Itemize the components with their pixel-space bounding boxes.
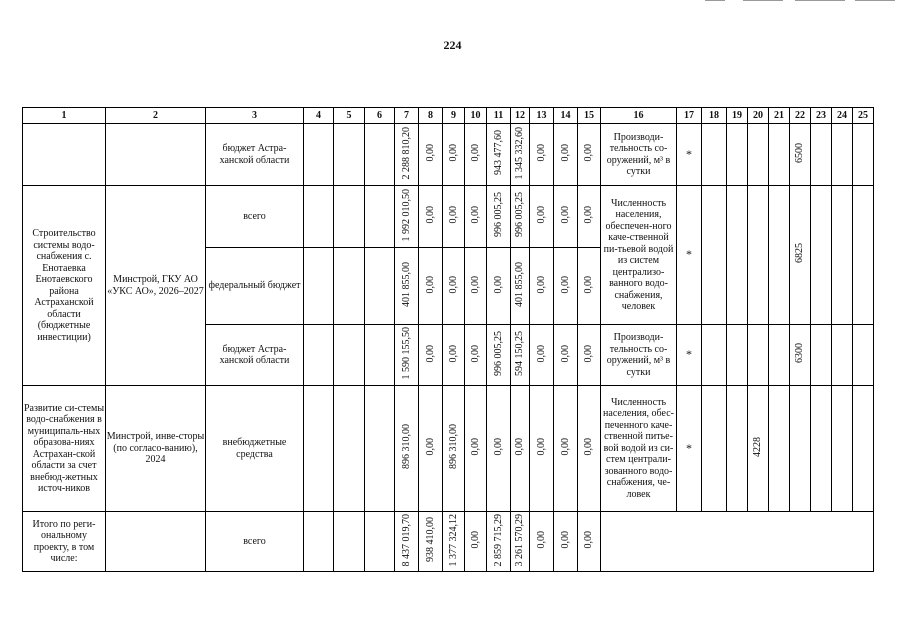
cell-empty bbox=[832, 186, 853, 325]
amount-cell bbox=[554, 186, 578, 248]
amount-cell bbox=[578, 386, 601, 512]
amount-cell bbox=[443, 248, 465, 325]
cell-empty bbox=[727, 186, 748, 325]
amount-cell bbox=[419, 512, 443, 572]
cell-empty bbox=[334, 186, 365, 248]
top-edge-marks bbox=[705, 0, 905, 3]
cell-empty bbox=[334, 325, 365, 386]
amount-text: 0,00 bbox=[583, 531, 595, 549]
amount-cell bbox=[578, 186, 601, 248]
amount-text: 0,00 bbox=[469, 531, 481, 549]
amount-cell bbox=[511, 386, 530, 512]
amount-text: 0,00 bbox=[469, 344, 481, 362]
cell-empty bbox=[790, 386, 811, 512]
amount-text: 8 437 019,70 bbox=[400, 513, 412, 566]
cell-empty bbox=[832, 124, 853, 186]
header-cell: 25 bbox=[853, 108, 874, 124]
amount-cell bbox=[465, 186, 487, 248]
cell-empty bbox=[853, 386, 874, 512]
cell-empty bbox=[853, 325, 874, 386]
amount-cell bbox=[487, 124, 511, 186]
amount-text: 594 150,25 bbox=[514, 330, 526, 376]
cell-empty bbox=[106, 124, 206, 186]
cell-empty bbox=[365, 325, 395, 386]
amount-cell bbox=[511, 186, 530, 248]
amount-text: 0,00 bbox=[469, 438, 481, 456]
amount-cell bbox=[578, 124, 601, 186]
funding-source: внебюджетные средства bbox=[206, 386, 304, 512]
amount-text: 0,00 bbox=[583, 438, 595, 456]
cell-empty bbox=[811, 124, 832, 186]
cell-empty bbox=[334, 248, 365, 325]
table-row-total bbox=[23, 512, 874, 572]
header-cell: 23 bbox=[811, 108, 832, 124]
total-indicators-empty bbox=[601, 512, 874, 572]
amount-cell bbox=[511, 124, 530, 186]
cell-empty bbox=[853, 186, 874, 325]
project-name: Развитие си-стемы водо-снабжения в муниципаль-ных образова-ниях Астрахан-ской области за счет внебюд-жетных источ-ников bbox=[23, 386, 106, 512]
cell-empty bbox=[365, 124, 395, 186]
amount-text: 0,00 bbox=[559, 206, 571, 224]
marker-cell: * bbox=[677, 386, 702, 512]
amount-cell bbox=[578, 248, 601, 325]
amount-cell bbox=[554, 248, 578, 325]
cell-empty bbox=[304, 325, 334, 386]
amount-text: 401 855,00 bbox=[400, 261, 412, 307]
header-cell: 16 bbox=[601, 108, 677, 124]
responsible-party: Минстрой, инве-сторы (по согласо-ванию), 2024 bbox=[106, 386, 206, 512]
header-cell: 2 bbox=[106, 108, 206, 124]
amount-cell bbox=[465, 325, 487, 386]
amount-text: 0,00 bbox=[514, 438, 526, 456]
amount-cell bbox=[443, 325, 465, 386]
amount-cell bbox=[419, 386, 443, 512]
funding-source: федеральный бюджет bbox=[206, 248, 304, 325]
cell-empty bbox=[365, 512, 395, 572]
amount-cell bbox=[395, 186, 419, 248]
amount-text: 0,00 bbox=[559, 144, 571, 162]
amount-text: 0,00 bbox=[447, 144, 459, 162]
amount-cell bbox=[511, 325, 530, 386]
cell-empty bbox=[727, 124, 748, 186]
amount-text: 2 288 810,20 bbox=[400, 126, 412, 179]
amount-text: 0,00 bbox=[424, 206, 436, 224]
indicator-name: Производи-тельность со-оружений, м³ в сутки bbox=[601, 124, 677, 186]
amount-text: 0,00 bbox=[535, 275, 547, 293]
cell-empty bbox=[365, 186, 395, 248]
table-row bbox=[23, 124, 874, 186]
table-row bbox=[23, 186, 874, 248]
funding-source: бюджет Астра-ханской области bbox=[206, 325, 304, 386]
indicator-value-cell bbox=[790, 124, 811, 186]
amount-cell bbox=[554, 325, 578, 386]
cell-empty bbox=[727, 325, 748, 386]
amount-text: 896 310,00 bbox=[447, 424, 459, 470]
header-cell: 17 bbox=[677, 108, 702, 124]
amount-cell bbox=[419, 325, 443, 386]
header-cell: 7 bbox=[395, 108, 419, 124]
cell-empty bbox=[365, 386, 395, 512]
amount-cell bbox=[578, 325, 601, 386]
cell-empty bbox=[832, 386, 853, 512]
cell-empty bbox=[769, 325, 790, 386]
amount-text: 0,00 bbox=[447, 206, 459, 224]
cell-empty bbox=[769, 186, 790, 325]
amount-cell bbox=[443, 186, 465, 248]
amount-cell bbox=[465, 386, 487, 512]
amount-text: 1 377 324,12 bbox=[447, 513, 459, 566]
indicator-name: Производи-тельность со-оружений, м³ в сутки bbox=[601, 325, 677, 386]
indicator-value-cell bbox=[790, 186, 811, 325]
amount-cell bbox=[419, 248, 443, 325]
total-label: Итого по реги-ональному проекту, в том числе: bbox=[23, 512, 106, 572]
indicator-value: 6300 bbox=[794, 343, 806, 364]
marker-cell: * bbox=[677, 325, 702, 386]
amount-cell bbox=[443, 512, 465, 572]
amount-text: 0,00 bbox=[535, 531, 547, 549]
amount-text: 943 477,60 bbox=[492, 130, 504, 176]
amount-text: 0,00 bbox=[535, 344, 547, 362]
amount-text: 1 590 155,50 bbox=[400, 327, 412, 380]
amount-text: 0,00 bbox=[559, 344, 571, 362]
header-cell: 10 bbox=[465, 108, 487, 124]
page-number: 224 bbox=[443, 38, 462, 52]
amount-cell bbox=[465, 512, 487, 572]
marker-cell: * bbox=[677, 186, 702, 325]
header-cell: 19 bbox=[727, 108, 748, 124]
funding-source: всего bbox=[206, 186, 304, 248]
amount-text: 0,00 bbox=[559, 438, 571, 456]
header-cell: 24 bbox=[832, 108, 853, 124]
cell-empty bbox=[23, 124, 106, 186]
amount-cell bbox=[443, 124, 465, 186]
cell-empty bbox=[811, 325, 832, 386]
header-cell: 13 bbox=[530, 108, 554, 124]
amount-cell bbox=[530, 248, 554, 325]
amount-text: 401 855,00 bbox=[514, 261, 526, 307]
amount-text: 0,00 bbox=[492, 438, 504, 456]
amount-text: 0,00 bbox=[424, 275, 436, 293]
header-cell: 5 bbox=[334, 108, 365, 124]
amount-cell bbox=[487, 248, 511, 325]
amount-cell bbox=[395, 124, 419, 186]
amount-cell bbox=[487, 512, 511, 572]
indicator-value-cell bbox=[790, 325, 811, 386]
cell-empty bbox=[748, 325, 769, 386]
amount-cell bbox=[511, 248, 530, 325]
header-cell: 1 bbox=[23, 108, 106, 124]
cell-empty bbox=[106, 512, 206, 572]
amount-text: 0,00 bbox=[535, 438, 547, 456]
indicator-name: Численность населения, обес-печенного каче-ственной питье-вой водой из си-стем централи-зованного водо-снабжения, че-ловек bbox=[601, 386, 677, 512]
amount-cell bbox=[443, 386, 465, 512]
cell-empty bbox=[334, 124, 365, 186]
project-name: Строительство системы водо-снабжения с. Енотаевка Енотаевского района Астраханской области (бюджетные инвестиции) bbox=[23, 186, 106, 386]
indicator-value-cell bbox=[748, 386, 769, 512]
cell-empty bbox=[365, 248, 395, 325]
amount-text: 996 005,25 bbox=[514, 192, 526, 238]
amount-text: 1 345 332,60 bbox=[514, 126, 526, 179]
header-cell: 18 bbox=[702, 108, 727, 124]
amount-cell bbox=[530, 186, 554, 248]
cell-empty bbox=[334, 386, 365, 512]
amount-cell bbox=[419, 186, 443, 248]
amount-text: 0,00 bbox=[424, 144, 436, 162]
amount-cell bbox=[487, 386, 511, 512]
amount-text: 0,00 bbox=[492, 275, 504, 293]
cell-empty bbox=[853, 124, 874, 186]
amount-cell bbox=[554, 512, 578, 572]
cell-empty bbox=[832, 325, 853, 386]
amount-text: 0,00 bbox=[424, 438, 436, 456]
amount-cell bbox=[530, 325, 554, 386]
amount-text: 0,00 bbox=[447, 275, 459, 293]
header-cell: 12 bbox=[511, 108, 530, 124]
cell-empty bbox=[702, 325, 727, 386]
amount-text: 0,00 bbox=[559, 275, 571, 293]
indicator-value: 6825 bbox=[794, 243, 806, 264]
amount-text: 0,00 bbox=[559, 531, 571, 549]
cell-empty bbox=[304, 248, 334, 325]
amount-cell bbox=[395, 386, 419, 512]
amount-text: 0,00 bbox=[583, 344, 595, 362]
amount-text: 1 992 010,50 bbox=[400, 188, 412, 241]
cell-empty bbox=[702, 124, 727, 186]
cell-empty bbox=[304, 512, 334, 572]
amount-cell bbox=[511, 512, 530, 572]
marker-cell: * bbox=[677, 124, 702, 186]
header-cell: 15 bbox=[578, 108, 601, 124]
amount-cell bbox=[487, 325, 511, 386]
header-row bbox=[23, 108, 874, 124]
amount-cell bbox=[530, 512, 554, 572]
cell-empty bbox=[702, 386, 727, 512]
cell-empty bbox=[727, 386, 748, 512]
amount-text: 0,00 bbox=[583, 206, 595, 224]
funding-source: всего bbox=[206, 512, 304, 572]
funding-source: бюджет Астра-ханской области bbox=[206, 124, 304, 186]
amount-cell bbox=[530, 386, 554, 512]
amount-text: 0,00 bbox=[447, 344, 459, 362]
table-row bbox=[23, 386, 874, 512]
indicator-value: 6500 bbox=[794, 142, 806, 163]
cell-empty bbox=[769, 124, 790, 186]
amount-cell bbox=[419, 124, 443, 186]
indicator-value: 4228 bbox=[752, 436, 764, 457]
header-cell: 22 bbox=[790, 108, 811, 124]
indicator-name: Численность населения, обеспечен-ного каче-ственной пи-тьевой водой из систем централизо-ванного водо-снабжения, человек bbox=[601, 186, 677, 325]
responsible-party: Минстрой, ГКУ АО «УКС АО», 2026–2027 bbox=[106, 186, 206, 386]
amount-cell bbox=[395, 325, 419, 386]
amount-text: 0,00 bbox=[583, 144, 595, 162]
amount-text: 0,00 bbox=[424, 344, 436, 362]
amount-cell bbox=[530, 124, 554, 186]
amount-text: 0,00 bbox=[469, 275, 481, 293]
cell-empty bbox=[769, 386, 790, 512]
amount-cell bbox=[554, 124, 578, 186]
amount-text: 0,00 bbox=[469, 206, 481, 224]
amount-text: 0,00 bbox=[469, 144, 481, 162]
amount-text: 0,00 bbox=[535, 206, 547, 224]
header-cell: 9 bbox=[443, 108, 465, 124]
cell-empty bbox=[748, 186, 769, 325]
header-cell: 14 bbox=[554, 108, 578, 124]
cell-empty bbox=[304, 386, 334, 512]
header-cell: 8 bbox=[419, 108, 443, 124]
header-cell: 3 bbox=[206, 108, 304, 124]
amount-cell bbox=[465, 248, 487, 325]
cell-empty bbox=[811, 186, 832, 325]
cell-empty bbox=[334, 512, 365, 572]
header-cell: 20 bbox=[748, 108, 769, 124]
budget-table bbox=[22, 107, 874, 572]
amount-text: 996 005,25 bbox=[492, 330, 504, 376]
header-cell: 11 bbox=[487, 108, 511, 124]
amount-text: 0,00 bbox=[535, 144, 547, 162]
amount-text: 996 005,25 bbox=[492, 192, 504, 238]
header-cell: 6 bbox=[365, 108, 395, 124]
amount-text: 896 310,00 bbox=[400, 424, 412, 470]
amount-text: 3 261 570,29 bbox=[514, 513, 526, 566]
cell-empty bbox=[304, 186, 334, 248]
amount-text: 938 410,00 bbox=[424, 517, 436, 563]
amount-cell bbox=[578, 512, 601, 572]
cell-empty bbox=[304, 124, 334, 186]
cell-empty bbox=[702, 186, 727, 325]
cell-empty bbox=[811, 386, 832, 512]
amount-text: 2 859 715,29 bbox=[492, 513, 504, 566]
header-cell: 4 bbox=[304, 108, 334, 124]
amount-text: 0,00 bbox=[583, 275, 595, 293]
amount-cell bbox=[554, 386, 578, 512]
amount-cell bbox=[395, 512, 419, 572]
amount-cell bbox=[395, 248, 419, 325]
amount-cell bbox=[487, 186, 511, 248]
header-cell: 21 bbox=[769, 108, 790, 124]
cell-empty bbox=[748, 124, 769, 186]
amount-cell bbox=[465, 124, 487, 186]
